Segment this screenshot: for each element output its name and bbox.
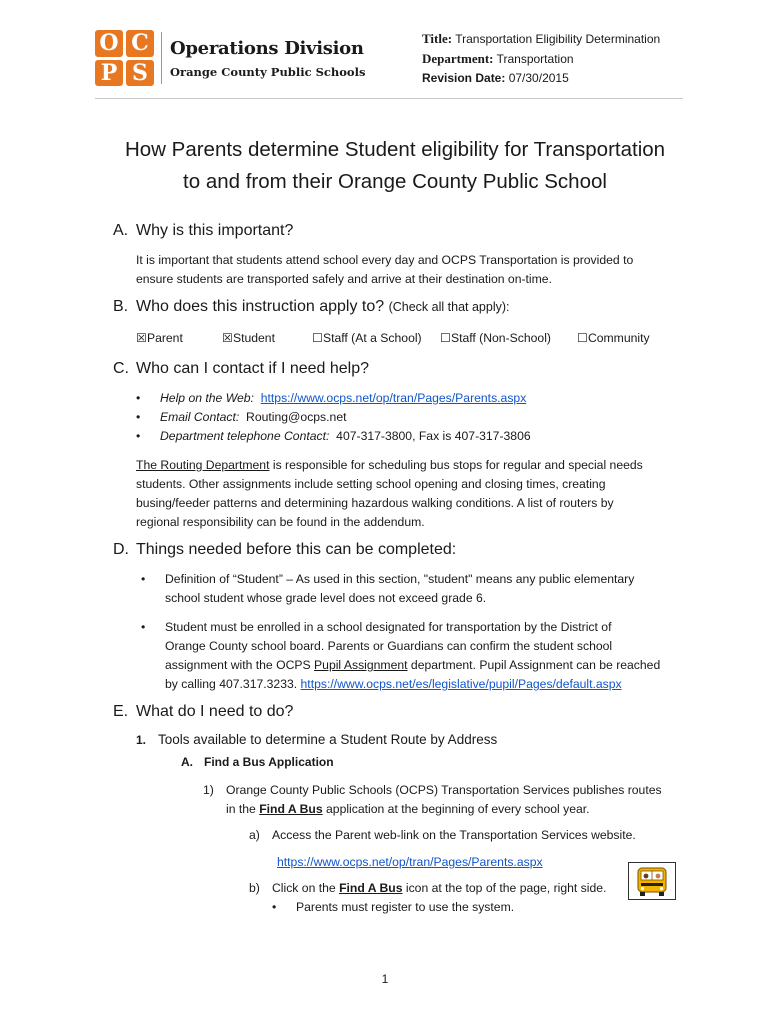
checkbox-staff-school-mark: ☐ — [312, 331, 323, 345]
section-a-letter: A. — [113, 222, 129, 239]
contact-phone — [136, 427, 531, 446]
document-title-line1: How Parents determine Student eligibility for Transportation — [124, 138, 666, 161]
section-b-heading — [113, 298, 509, 316]
section-e-letter: E. — [113, 703, 129, 720]
step1-number: 1. — [136, 733, 147, 747]
checkbox-parent[interactable] — [136, 331, 222, 345]
checkbox-staff-nonschool-label: Staff (Non-School) — [450, 331, 551, 345]
school-bus-icon — [628, 862, 676, 900]
logo-letter-p: P — [95, 60, 123, 87]
meta-revision-row — [422, 69, 660, 88]
section-c-letter: C. — [113, 360, 129, 377]
section-d-heading-text: Things needed before this can be completed: — [136, 541, 457, 558]
item1-line1-text: Orange County Public Schools (OCPS) Transportation Services publishes routes — [226, 783, 662, 797]
requirement2-line1: • Student must be enrolled in a school designated for transportation by the District of — [165, 620, 612, 634]
item1-line1 — [203, 781, 662, 800]
logo-divider — [161, 32, 162, 84]
contact-web-link[interactable]: https://www.ocps.net/op/tran/Pages/Parents.aspx — [260, 391, 527, 405]
item1-line2-post: application at the beginning of every school year. — [322, 802, 590, 816]
checkbox-parent-mark: ☒ — [136, 331, 147, 345]
section-b-heading-note: (Check all that apply): — [388, 300, 510, 314]
document-meta — [422, 29, 660, 88]
requirement2-line4-pre: by calling 407.317.3233. — [165, 677, 301, 691]
meta-department-row — [422, 49, 660, 69]
logo-letter-o: O — [95, 30, 123, 57]
org-title: Operations Division — [170, 38, 364, 59]
meta-revision-label: Revision Date: — [422, 71, 506, 85]
header-rule — [95, 98, 683, 99]
section-e-heading-text: What do I need to do? — [136, 703, 294, 720]
checkbox-staff-nonschool[interactable] — [440, 331, 577, 345]
logo-letter-s: S — [126, 60, 154, 87]
requirements-list — [141, 570, 660, 694]
requirement2-line4 — [165, 675, 660, 694]
contact-email-label: Email Contact: — [160, 410, 240, 424]
ocps-logo — [95, 30, 155, 86]
requirement2-line3-pre: assignment with the OCPS — [165, 658, 315, 672]
section-c-heading — [113, 360, 369, 378]
document-title — [95, 134, 695, 198]
substep-b-letter: b) — [249, 881, 260, 895]
meta-department-label: Department: — [422, 51, 494, 66]
find-a-bus-heading-text: Find a Bus Application — [204, 755, 334, 769]
section-a-body — [136, 251, 633, 289]
contact-web-label: Help on the Web: — [160, 391, 254, 405]
logo-letter-c: C — [126, 30, 154, 57]
substep-a-link-row — [277, 853, 543, 872]
checkbox-student[interactable] — [222, 331, 312, 345]
requirement-item — [141, 570, 660, 608]
find-a-bus-letter: A. — [181, 755, 193, 769]
section-d-letter: D. — [113, 541, 129, 558]
requirement2-line3 — [165, 656, 660, 675]
substep-a-letter: a) — [249, 828, 260, 842]
substep-b — [249, 879, 606, 898]
school-bus-icon-graphic — [629, 863, 675, 899]
requirement-item — [141, 618, 660, 694]
find-a-bus-heading — [181, 755, 334, 769]
checkbox-parent-label: Parent — [146, 331, 183, 345]
contact-email-value: Routing@ocps.net — [246, 410, 347, 424]
routing-para-line1 — [136, 456, 643, 475]
routing-department-paragraph — [136, 456, 643, 532]
section-a-heading-text: Why is this important? — [136, 222, 294, 239]
org-subtitle: Orange County Public Schools — [170, 65, 366, 79]
item1-line2-pre: in the — [226, 802, 260, 816]
find-a-bus-term: Find A Bus — [259, 802, 323, 816]
requirement1-line1: • Definition of “Student” – As used in this section, "student" means any public elementary — [165, 572, 635, 586]
routing-para-line3: busing/feeder patterns and determining hazardous walking conditions. A list of routers by — [136, 496, 614, 510]
pupil-assignment-link[interactable]: https://www.ocps.net/es/legislative/pupil/Pages/default.aspx — [300, 677, 622, 691]
routing-para-line4: regional responsibility can be found in the addendum. — [136, 515, 425, 529]
find-a-bus-item1 — [203, 781, 662, 819]
register-note: • Parents must register to use the system. — [272, 898, 514, 917]
parents-page-link[interactable]: https://www.ocps.net/op/tran/Pages/Parents.aspx — [277, 855, 543, 869]
item1-line2 — [203, 800, 662, 819]
meta-revision-value: 07/30/2015 — [508, 71, 569, 85]
meta-title-row — [422, 29, 660, 49]
checkbox-staff-nonschool-mark: ☐ — [440, 331, 451, 345]
routing-department-term: The Routing Department — [136, 458, 270, 472]
checkbox-student-mark: ☒ — [222, 331, 233, 345]
checkbox-staff-school-label: Staff (At a School) — [322, 331, 422, 345]
meta-title-label: Title: — [422, 31, 453, 46]
section-c-heading-text: Who can I contact if I need help? — [136, 360, 370, 377]
section-b-letter: B. — [113, 298, 129, 315]
meta-department-value: Transportation — [496, 52, 574, 66]
step1-heading — [136, 732, 497, 747]
substep-a-text: Access the Parent web-link on the Transportation Services website. — [272, 828, 636, 842]
item1-number: 1) — [203, 783, 214, 797]
requirement2-line3-post: department. Pupil Assignment can be reached — [407, 658, 661, 672]
section-a-heading — [113, 222, 293, 240]
substep-b-bullets — [272, 898, 514, 917]
meta-title-value: Transportation Eligibility Determination — [455, 32, 661, 46]
checkbox-community-mark: ☐ — [577, 331, 588, 345]
find-a-bus-icon-term: Find A Bus — [339, 881, 403, 895]
section-b-heading-text: Who does this instruction apply to? — [136, 298, 385, 315]
section-a-body-line1: It is important that students attend school every day and OCPS Transportation is provided to — [136, 253, 634, 267]
page-number: 1 — [381, 972, 389, 986]
document-title-line2: to and from their Orange County Public School — [183, 170, 607, 193]
audience-checkboxes — [136, 331, 650, 345]
routing-para-line2: students. Other assignments include setting school opening and closing times, creating — [136, 477, 606, 491]
contact-list — [136, 389, 531, 446]
checkbox-community[interactable] — [577, 331, 650, 345]
contact-phone-label: Department telephone Contact: — [160, 429, 330, 443]
checkbox-community-label: Community — [587, 331, 650, 345]
checkbox-student-label: Student — [232, 331, 275, 345]
substep-a — [249, 826, 636, 845]
section-e-heading — [113, 703, 293, 721]
requirement1-line2: school student whose grade level does not exceed grade 6. — [165, 591, 487, 605]
contact-email — [136, 408, 531, 427]
pupil-assignment-term: Pupil Assignment — [314, 658, 408, 672]
routing-para-line1-rest: is responsible for scheduling bus stops for regular and special needs — [269, 458, 643, 472]
requirement2-line2: Orange County school board. Parents or Guardians can confirm the student school — [165, 639, 613, 653]
substep-b-post: icon at the top of the page, right side. — [402, 881, 607, 895]
contact-phone-value: 407-317-3800, Fax is 407-317-3806 — [336, 429, 531, 443]
contact-web — [136, 389, 531, 408]
step1-text: Tools available to determine a Student Route by Address — [158, 732, 498, 747]
substep-b-pre: Click on the — [272, 881, 340, 895]
section-a-body-line2: ensure students are transported safely and arrive at their destination on-time. — [136, 272, 552, 286]
section-d-heading — [113, 541, 456, 559]
checkbox-staff-school[interactable] — [312, 331, 440, 345]
